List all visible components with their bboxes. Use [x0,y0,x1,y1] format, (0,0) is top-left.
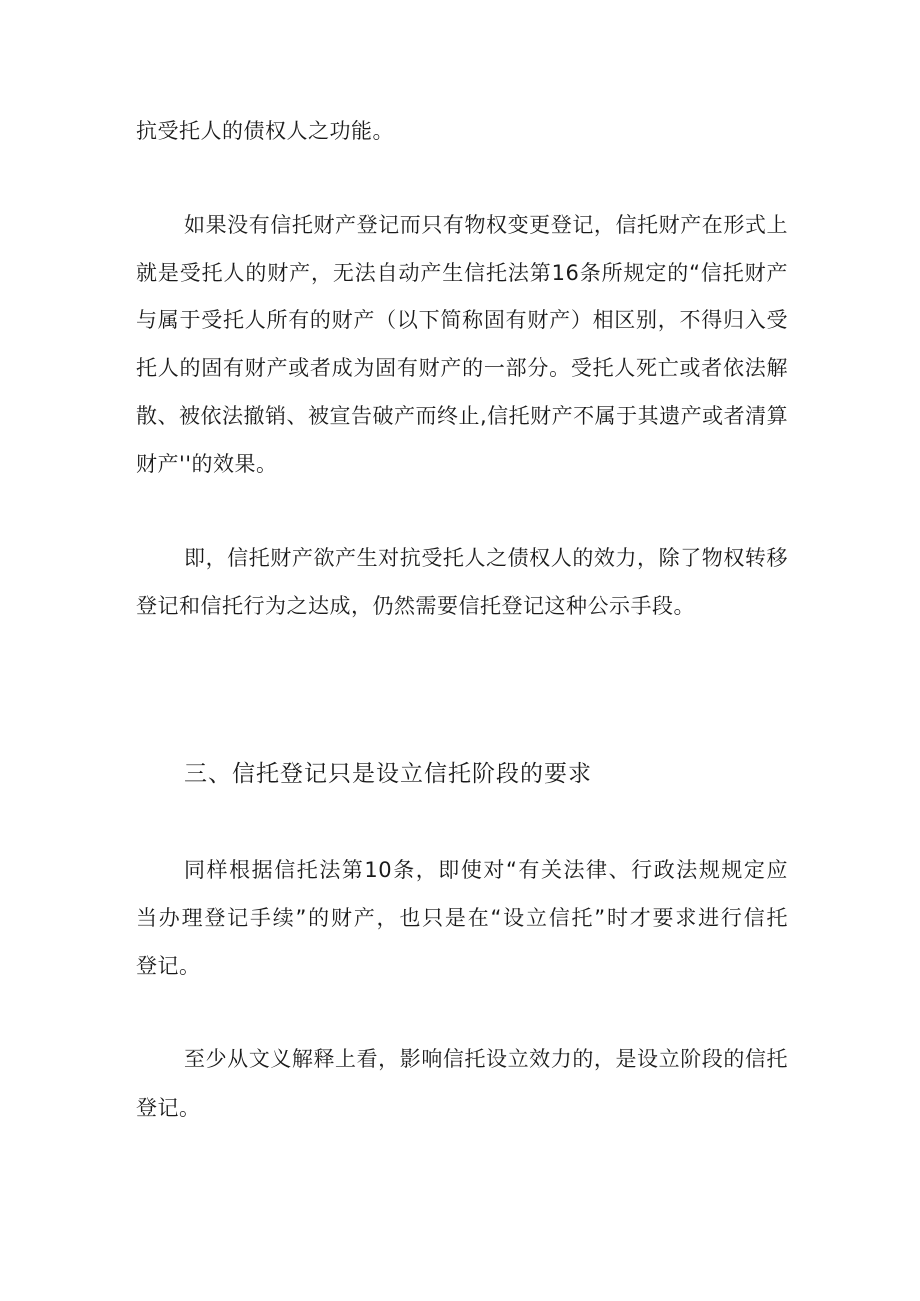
paragraph-4-line-2: 当办理登记手续”的财产，也只是在“设立信托”时才要求进行信托 [136,906,788,930]
paragraph-2-line-6: 财产''的效果。 [136,452,278,476]
paragraph-2-line-3: 与属于受托人所有的财产（以下简称固有财产）相区别，不得归入受 [136,308,788,332]
paragraph-3-line-2: 登记和信托行为之达成，仍然需要信托登记这种公示手段。 [136,594,695,618]
paragraph-2-line-5: 散、被依法撤销、被宣告破产而终止,信托财产不属于其遗产或者清算 [136,404,789,428]
paragraph-4-line-1: 同样根据信托法第10条，即使对“有关法律、行政法规规定应 [184,858,788,882]
paragraph-5-line-1: 至少从文义解释上看，影响信托设立效力的，是设立阶段的信托 [184,1047,788,1071]
section-heading: 三、信托登记只是设立信托阶段的要求 [184,761,592,787]
paragraph-5-line-2: 登记。 [136,1096,201,1120]
paragraph-1-line-1: 抗受托人的债权人之功能。 [136,119,394,143]
paragraph-2-line-4: 托人的固有财产或者成为固有财产的一部分。受托人死亡或者依法解 [136,356,788,380]
paragraph-3-line-1: 即，信托财产欲产生对抗受托人之债权人的效力，除了物权转移 [184,546,788,570]
paragraph-2-line-2: 就是受托人的财产，无法自动产生信托法第16条所规定的“信托财产 [136,261,788,285]
paragraph-2-line-1: 如果没有信托财产登记而只有物权变更登记，信托财产在形式上 [184,213,788,237]
paragraph-4-line-3: 登记。 [136,954,201,978]
